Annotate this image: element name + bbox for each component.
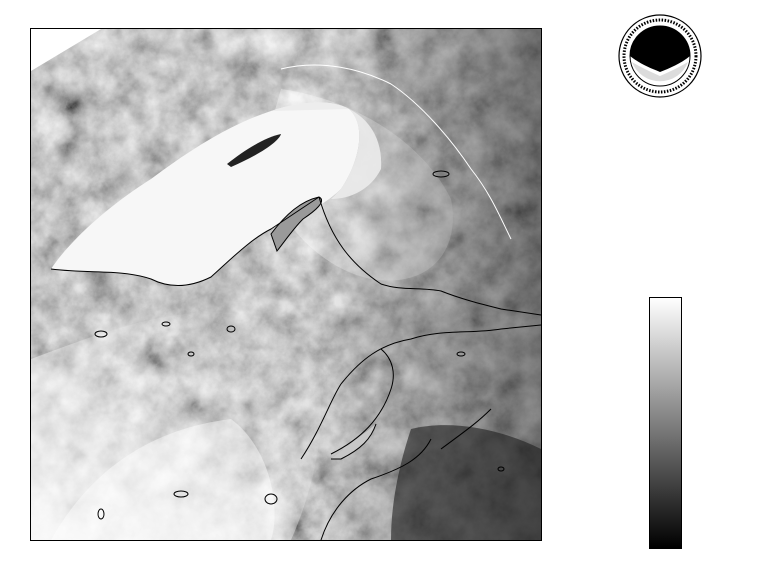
satellite-image — [30, 28, 542, 541]
noaa-logo — [618, 14, 702, 98]
reflectance-colorbar — [649, 297, 682, 549]
satellite-imagery-svg — [31, 29, 541, 540]
